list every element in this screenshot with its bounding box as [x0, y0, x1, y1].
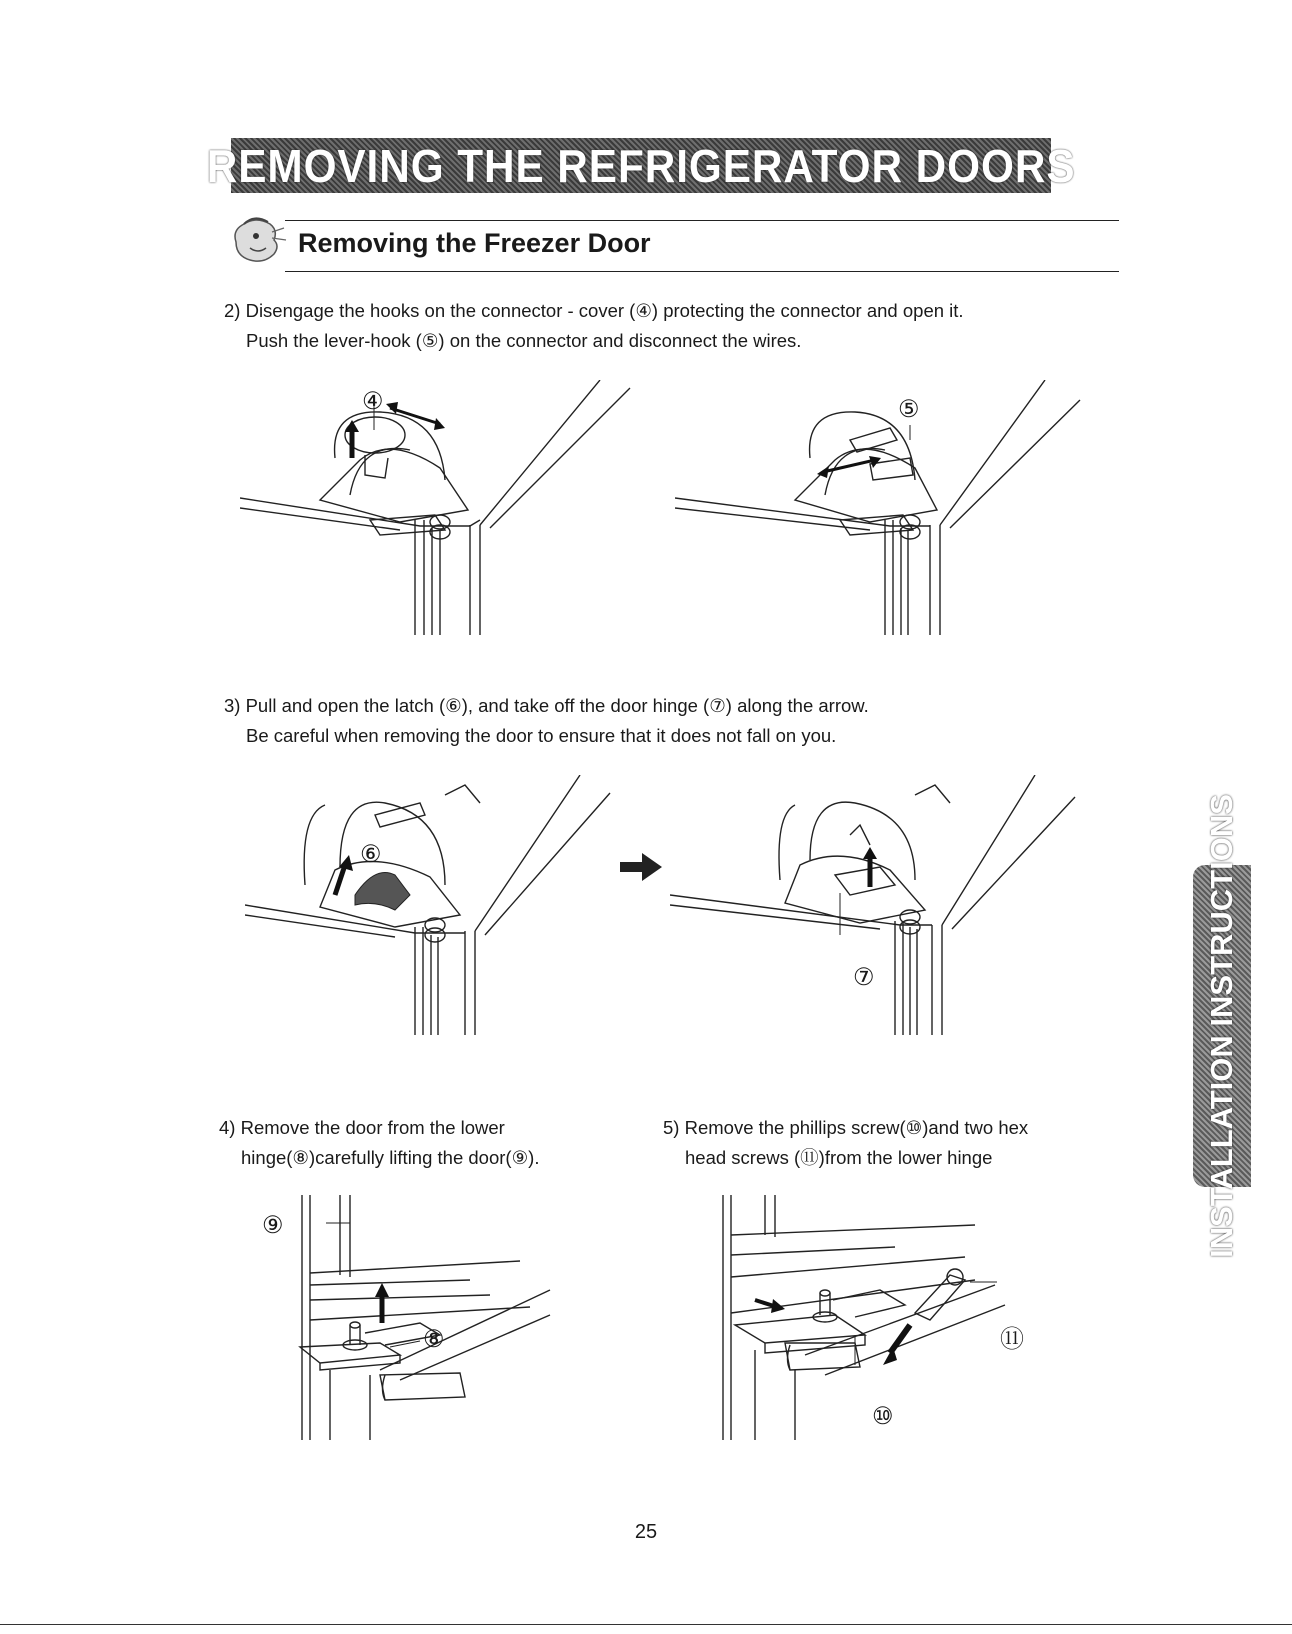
- callout-4: ④: [362, 388, 384, 415]
- side-tab-label: INSTALLATION INSTRUCTIONS: [1204, 794, 1240, 1258]
- callout-7: ⑦: [853, 964, 875, 991]
- step-2-line-2: Push the lever-hook (⑤) on the connector and disconnect the wires.: [246, 330, 802, 351]
- section-title: Removing the Freezer Door: [298, 228, 651, 258]
- bottom-rule: [0, 1624, 1292, 1625]
- callout-10: ⑩: [872, 1403, 894, 1430]
- step-4-line-2: hinge(⑧)carefully lifting the door(⑨).: [241, 1147, 540, 1168]
- callout-8: ⑧: [423, 1326, 445, 1353]
- side-tab: [1193, 794, 1251, 1258]
- step-5-line-2: head screws (⑪)from the lower hinge: [685, 1147, 993, 1168]
- figure-door-hinge: [670, 775, 1080, 1035]
- right-arrow-icon: [620, 853, 662, 881]
- section-rule-top: [285, 220, 1119, 221]
- section-rule-bottom: [285, 271, 1119, 272]
- callout-5: ⑤: [898, 396, 920, 423]
- figure-lever-hook: [675, 380, 1085, 635]
- page-number: 25: [634, 1521, 658, 1543]
- callout-11: ⑪: [1000, 1326, 1024, 1353]
- step-5-line-1: 5) Remove the phillips screw(⑩)and two hex: [663, 1117, 1029, 1138]
- step-3-line-2: Be careful when removing the door to ensure that it does not fall on you.: [246, 725, 837, 746]
- page-banner: [206, 138, 1076, 193]
- step-3-line-1: 3) Pull and open the latch (⑥), and take off the door hinge (⑦) along the arrow.: [224, 695, 869, 716]
- banner-title: REMOVING THE REFRIGERATOR DOORS: [206, 139, 1076, 192]
- step-2-line-1: 2) Disengage the hooks on the connector - cover (④) protecting the connector and open it.: [224, 300, 964, 321]
- figure-lower-hinge-lift: [290, 1195, 560, 1440]
- figure-latch: [245, 775, 615, 1035]
- figure-connector-cover: [240, 380, 640, 635]
- cartoon-mascot-icon: [226, 212, 288, 268]
- step-4-line-1: 4) Remove the door from the lower: [219, 1117, 505, 1138]
- callout-9: ⑨: [262, 1212, 284, 1239]
- callout-6: ⑥: [360, 841, 382, 868]
